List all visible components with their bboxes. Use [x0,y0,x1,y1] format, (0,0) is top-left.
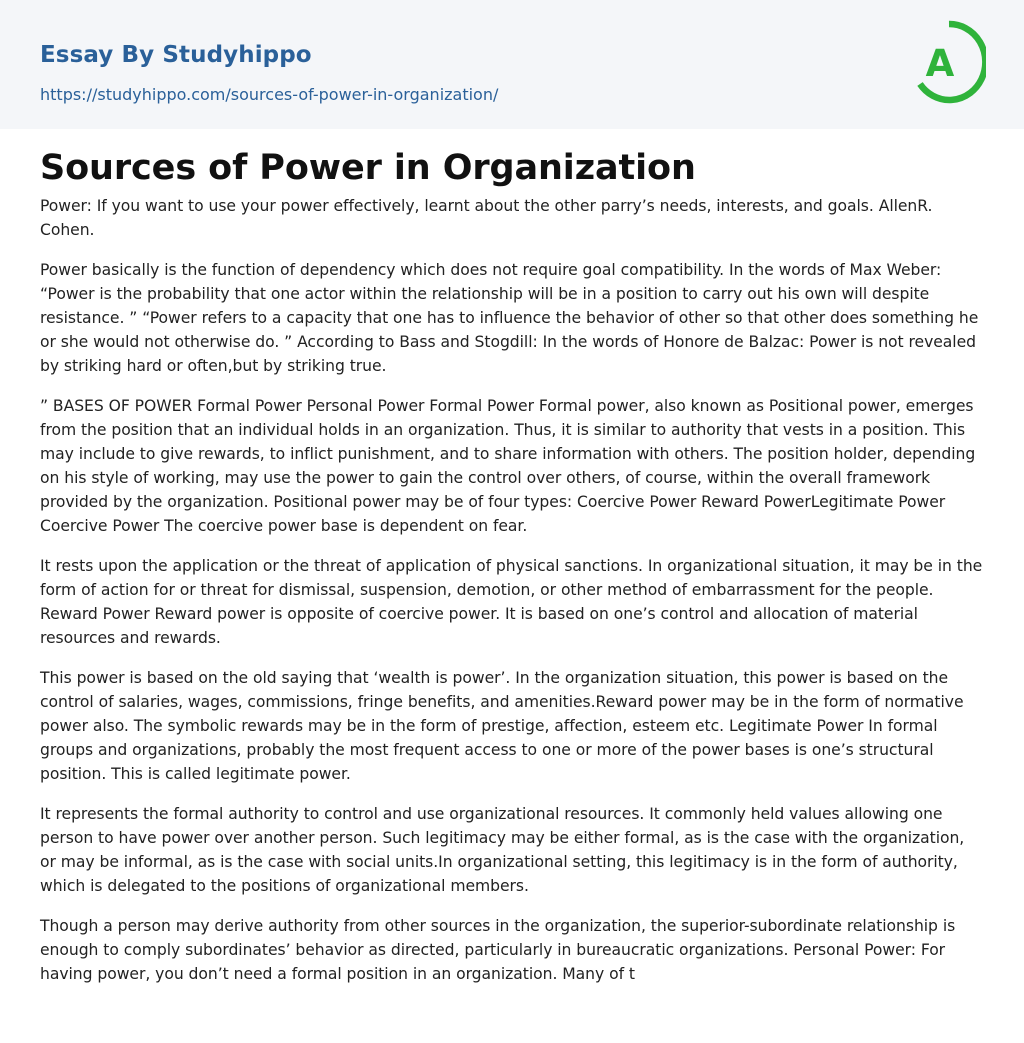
logo-letter: A [925,42,955,85]
paragraph: Power: If you want to use your power effectively, learnt about the other parry’s needs, interests, and goals. AllenR. Cohen. [40,197,933,239]
article-body [40,194,984,1002]
paragraph: This power is based on the old saying that ‘wealth is power’. In the organization situation, this power is based on the control of salaries, wages, commissions, fringe benefits, and amenities.Reward power may be in the form of normative power also. The symbolic rewards may be in the form of prestige, affection, esteem etc. Legitimate Power In formal groups and organizations, probably the most frequent access to one or more of the power bases is one’s structural position. This is called legitimate power. [40,669,964,783]
paragraph: Though a person may derive authority from other sources in the organization, the superior-subordinate relationship is enough to comply subordinates’ behavior as directed, particularly in bureaucratic organizations. Personal Power: For having power, you don’t need a formal position in an organization. Many of t [40,917,956,983]
paragraph: It rests upon the application or the threat of application of physical sanctions. In organizational situation, it may be in the form of action for or threat for dismissal, suspension, demotion, or other method of embarrassment for the people. Reward Power Reward power is opposite of coercive power. It is based on one’s control and allocation of material resources and rewards. [40,557,983,647]
studyhippo-logo-icon[interactable] [912,19,986,105]
paragraph: It represents the formal authority to control and use organizational resources. It commonly held values allowing one person to have power over another person. Such legitimacy may be either formal, as is the case with the organization, or may be informal, as is the case with social units.In organizational setting, this legitimacy is in the form of authority, which is delegated to the positions of organizational members. [40,805,965,895]
source-url-link[interactable]: https://studyhippo.com/sources-of-power-in-organization/ [40,85,499,104]
paragraph: Power basically is the function of dependency which does not require goal compatibility. In the words of Max Weber: “Power is the probability that one actor within the relationship will be in a position to carry out his own will despite resistance. ” “Power refers to a capacity that one has to influence the behavior of other so that other does something he or she would not otherwise do. ” According to Bass and Stogdill: In the words of Honore de Balzac: Power is not revealed by striking hard or often,but by striking true. [40,261,979,375]
paragraph: ” BASES OF POWER Formal Power Personal Power Formal Power Formal power, also known as Positional power, emerges from the position that an individual holds in an organization. Thus, it is similar to authority that vests in a position. This may include to give rewards, to inflict punishment, and to share information with others. The position holder, depending on his style of working, may use the power to gain the control over others, of course, within the overall framework provided by the organization. Positional power may be of four types: Coercive Power Reward PowerLegitimate Power Coercive Power The coercive power base is dependent on fear. [40,397,976,535]
page-title: Sources of Power in Organization [40,148,696,188]
brand-title[interactable]: Essay By Studyhippo [40,42,312,68]
